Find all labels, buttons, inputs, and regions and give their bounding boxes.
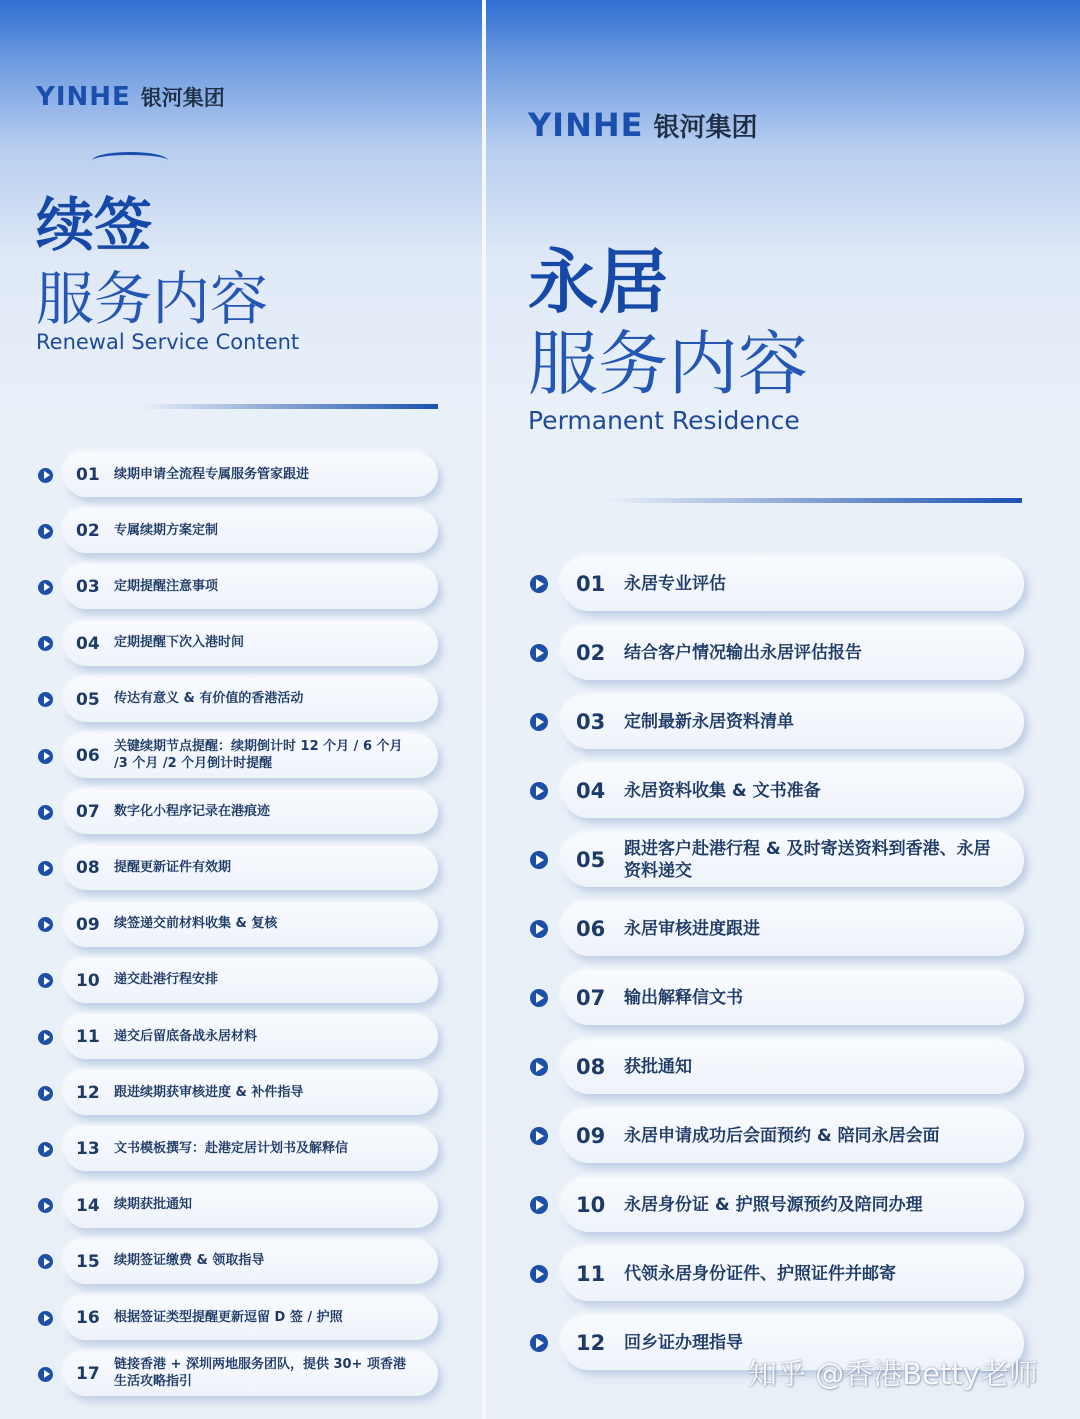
- service-card: [562, 1040, 1024, 1094]
- play-bullet-icon: [38, 636, 53, 651]
- service-card: [64, 959, 438, 1003]
- service-card: [562, 1178, 1024, 1232]
- play-bullet-icon: [38, 1311, 53, 1326]
- item-text: 续期签证缴费 & 领取指导: [114, 1253, 265, 1269]
- item-text: 获批通知: [624, 1056, 692, 1077]
- item-text: 代领永居身份证件、护照证件并邮寄: [624, 1263, 896, 1284]
- service-card: [64, 790, 438, 834]
- play-bullet-icon: [530, 1265, 548, 1283]
- item-number: 12: [576, 1331, 606, 1355]
- logo-mark: YINHE: [528, 106, 644, 144]
- item-number: 08: [576, 1055, 606, 1079]
- item-number: 07: [576, 986, 606, 1010]
- item-text: 定期提醒下次入港时间: [114, 635, 245, 651]
- list-item: [486, 1109, 1080, 1163]
- service-card: [64, 903, 438, 947]
- item-number: 03: [576, 710, 606, 734]
- service-card: [562, 626, 1024, 680]
- page-title-light: 服务内容: [36, 265, 269, 333]
- item-text: 回乡证办理指导: [624, 1332, 743, 1353]
- item-text: 定制最新永居资料清单: [624, 711, 794, 732]
- item-text: 永居身份证 & 护照号源预约及陪同办理: [624, 1194, 923, 1215]
- logo-mark: YINHE: [36, 82, 131, 112]
- list-item: [486, 557, 1080, 611]
- list-item: [0, 846, 482, 890]
- play-bullet-icon: [38, 692, 53, 707]
- list-item: [0, 734, 482, 778]
- service-card: [64, 678, 438, 722]
- service-card: [64, 565, 438, 609]
- item-text: 数字化小程序记录在港痕迹: [114, 803, 271, 819]
- item-number: 01: [76, 465, 100, 485]
- item-text: 续签递交前材料收集 & 复核: [114, 916, 278, 932]
- service-card: [64, 846, 438, 890]
- item-text: 续期获批通知: [114, 1197, 193, 1213]
- list-item: [486, 695, 1080, 749]
- play-bullet-icon: [38, 1198, 53, 1213]
- item-number: 01: [576, 572, 606, 596]
- item-number: 08: [76, 858, 100, 879]
- play-bullet-icon: [38, 973, 53, 988]
- item-number: 02: [576, 641, 606, 665]
- item-text: 递交赴港行程安排: [114, 972, 219, 988]
- play-bullet-icon: [530, 989, 548, 1007]
- page-subtitle: Renewal Service Content: [36, 330, 300, 354]
- service-card: [64, 622, 438, 666]
- play-bullet-icon: [530, 1334, 548, 1352]
- item-number: 11: [576, 1262, 606, 1286]
- play-bullet-icon: [38, 1367, 53, 1382]
- residence-panel: [486, 0, 1080, 1419]
- item-text: 永居资料收集 & 文书准备: [624, 780, 821, 801]
- service-card: [64, 509, 438, 553]
- service-card: [562, 902, 1024, 956]
- play-bullet-icon: [530, 1127, 548, 1145]
- list-item: [486, 971, 1080, 1025]
- item-number: 13: [76, 1139, 100, 1160]
- list-item: [486, 764, 1080, 818]
- item-number: 09: [576, 1124, 606, 1148]
- list-item: [0, 1296, 482, 1340]
- item-text: 递交后留底备战永居材料: [114, 1028, 258, 1044]
- list-item: [0, 959, 482, 1003]
- logo-name: 银河集团: [140, 86, 225, 110]
- item-text: 专属续期方案定制: [114, 522, 219, 538]
- play-bullet-icon: [530, 920, 548, 938]
- play-bullet-icon: [530, 782, 548, 800]
- play-bullet-icon: [38, 524, 53, 539]
- list-item: [486, 1040, 1080, 1094]
- renewal-service-list: [0, 0, 482, 1419]
- item-number: 10: [76, 970, 100, 991]
- item-number: 07: [76, 802, 100, 823]
- list-item: [486, 1178, 1080, 1232]
- play-bullet-icon: [38, 1086, 53, 1101]
- item-text: 提醒更新证件有效期: [114, 859, 232, 875]
- item-text: 根据签证类型提醒更新逗留 D 签 / 护照: [114, 1309, 343, 1325]
- play-bullet-icon: [38, 749, 53, 764]
- item-text: 输出解释信文书: [624, 987, 743, 1008]
- list-item: [0, 1184, 482, 1228]
- item-text: 关键续期节点提醒：续期倒计时 12 个月 / 6 个月 /3 个月 /2 个月倒计时提醒: [114, 739, 403, 771]
- service-card: [562, 971, 1024, 1025]
- item-text: 链接香港 + 深圳两地服务团队，提供 30+ 项香港生活攻略指引: [114, 1357, 406, 1390]
- list-item: [0, 1240, 482, 1284]
- list-item: [486, 626, 1080, 680]
- service-card: [64, 1015, 438, 1059]
- item-text: 永居审核进度跟进: [624, 918, 760, 939]
- service-card: [64, 1127, 438, 1171]
- list-item: [0, 622, 482, 666]
- item-number: 16: [76, 1308, 100, 1328]
- list-item: [0, 1015, 482, 1059]
- item-text: 结合客户情况输出永居评估报告: [624, 642, 862, 663]
- service-card: [562, 1109, 1024, 1163]
- list-item: [0, 509, 482, 553]
- play-bullet-icon: [530, 644, 548, 662]
- service-card: [64, 453, 438, 497]
- item-number: 12: [76, 1083, 100, 1104]
- list-item: [0, 1352, 482, 1396]
- list-item: [0, 565, 482, 609]
- item-number: 17: [76, 1364, 100, 1385]
- play-bullet-icon: [38, 468, 53, 483]
- service-card: [64, 1184, 438, 1228]
- play-bullet-icon: [530, 713, 548, 731]
- page-subtitle: Permanent Residence: [528, 406, 800, 435]
- play-bullet-icon: [530, 1058, 548, 1076]
- play-bullet-icon: [38, 805, 53, 820]
- service-card: [64, 1352, 438, 1396]
- item-number: 03: [76, 577, 100, 598]
- item-text: 传达有意义 & 有价值的香港活动: [114, 691, 304, 707]
- logo-name: 银河集团: [653, 112, 758, 143]
- list-item: [486, 1247, 1080, 1301]
- play-bullet-icon: [38, 1254, 53, 1269]
- service-card: [562, 833, 1024, 887]
- list-item: [0, 453, 482, 497]
- item-text: 跟进客户赴港行程 & 及时寄送资料到香港、永居资料递交: [624, 838, 991, 881]
- item-number: 10: [576, 1193, 606, 1217]
- item-number: 04: [576, 779, 606, 803]
- item-number: 04: [76, 633, 100, 654]
- item-text: 永居申请成功后会面预约 & 陪同永居会面: [624, 1125, 940, 1146]
- item-number: 05: [576, 848, 606, 872]
- play-bullet-icon: [38, 580, 53, 595]
- service-card: [64, 1240, 438, 1284]
- item-number: 14: [76, 1195, 100, 1216]
- item-text: 续期申请全流程专属服务管家跟进: [114, 466, 310, 482]
- service-card: [64, 1071, 438, 1115]
- item-text: 跟进续期获审核进度 & 补件指导: [114, 1084, 304, 1100]
- list-item: [486, 902, 1080, 956]
- page-title-bold: 永居: [528, 241, 668, 323]
- page-title-light: 服务内容: [528, 323, 808, 405]
- item-number: 06: [576, 917, 606, 941]
- service-card: [64, 1296, 438, 1340]
- item-text: 定期提醒注意事项: [114, 578, 219, 594]
- item-number: 09: [76, 914, 100, 935]
- residence-service-list: [486, 0, 1080, 1419]
- list-item: [0, 903, 482, 947]
- item-text: 文书模板撰写：赴港定居计划书及解释信: [114, 1140, 349, 1156]
- list-item: [486, 833, 1080, 887]
- play-bullet-icon: [38, 917, 53, 932]
- item-number: 05: [76, 689, 100, 710]
- service-card: [562, 764, 1024, 818]
- list-item: [0, 678, 482, 722]
- renewal-panel: [0, 0, 482, 1419]
- item-number: 06: [76, 746, 100, 766]
- watermark: 知乎 @香港Betty老师: [748, 1357, 1038, 1391]
- list-item: [0, 1071, 482, 1115]
- list-item: [0, 1127, 482, 1171]
- play-bullet-icon: [530, 851, 548, 869]
- play-bullet-icon: [38, 1030, 53, 1045]
- play-bullet-icon: [38, 861, 53, 876]
- play-bullet-icon: [530, 1196, 548, 1214]
- service-card: [562, 695, 1024, 749]
- page-title-bold: 续签: [36, 191, 153, 259]
- service-card: [64, 734, 438, 778]
- item-number: 15: [76, 1251, 100, 1272]
- service-card: [562, 1247, 1024, 1301]
- play-bullet-icon: [530, 575, 548, 593]
- service-card: [562, 557, 1024, 611]
- play-bullet-icon: [38, 1142, 53, 1157]
- item-number: 02: [76, 521, 100, 542]
- item-text: 永居专业评估: [624, 573, 726, 594]
- list-item: [0, 790, 482, 834]
- item-number: 11: [76, 1027, 100, 1047]
